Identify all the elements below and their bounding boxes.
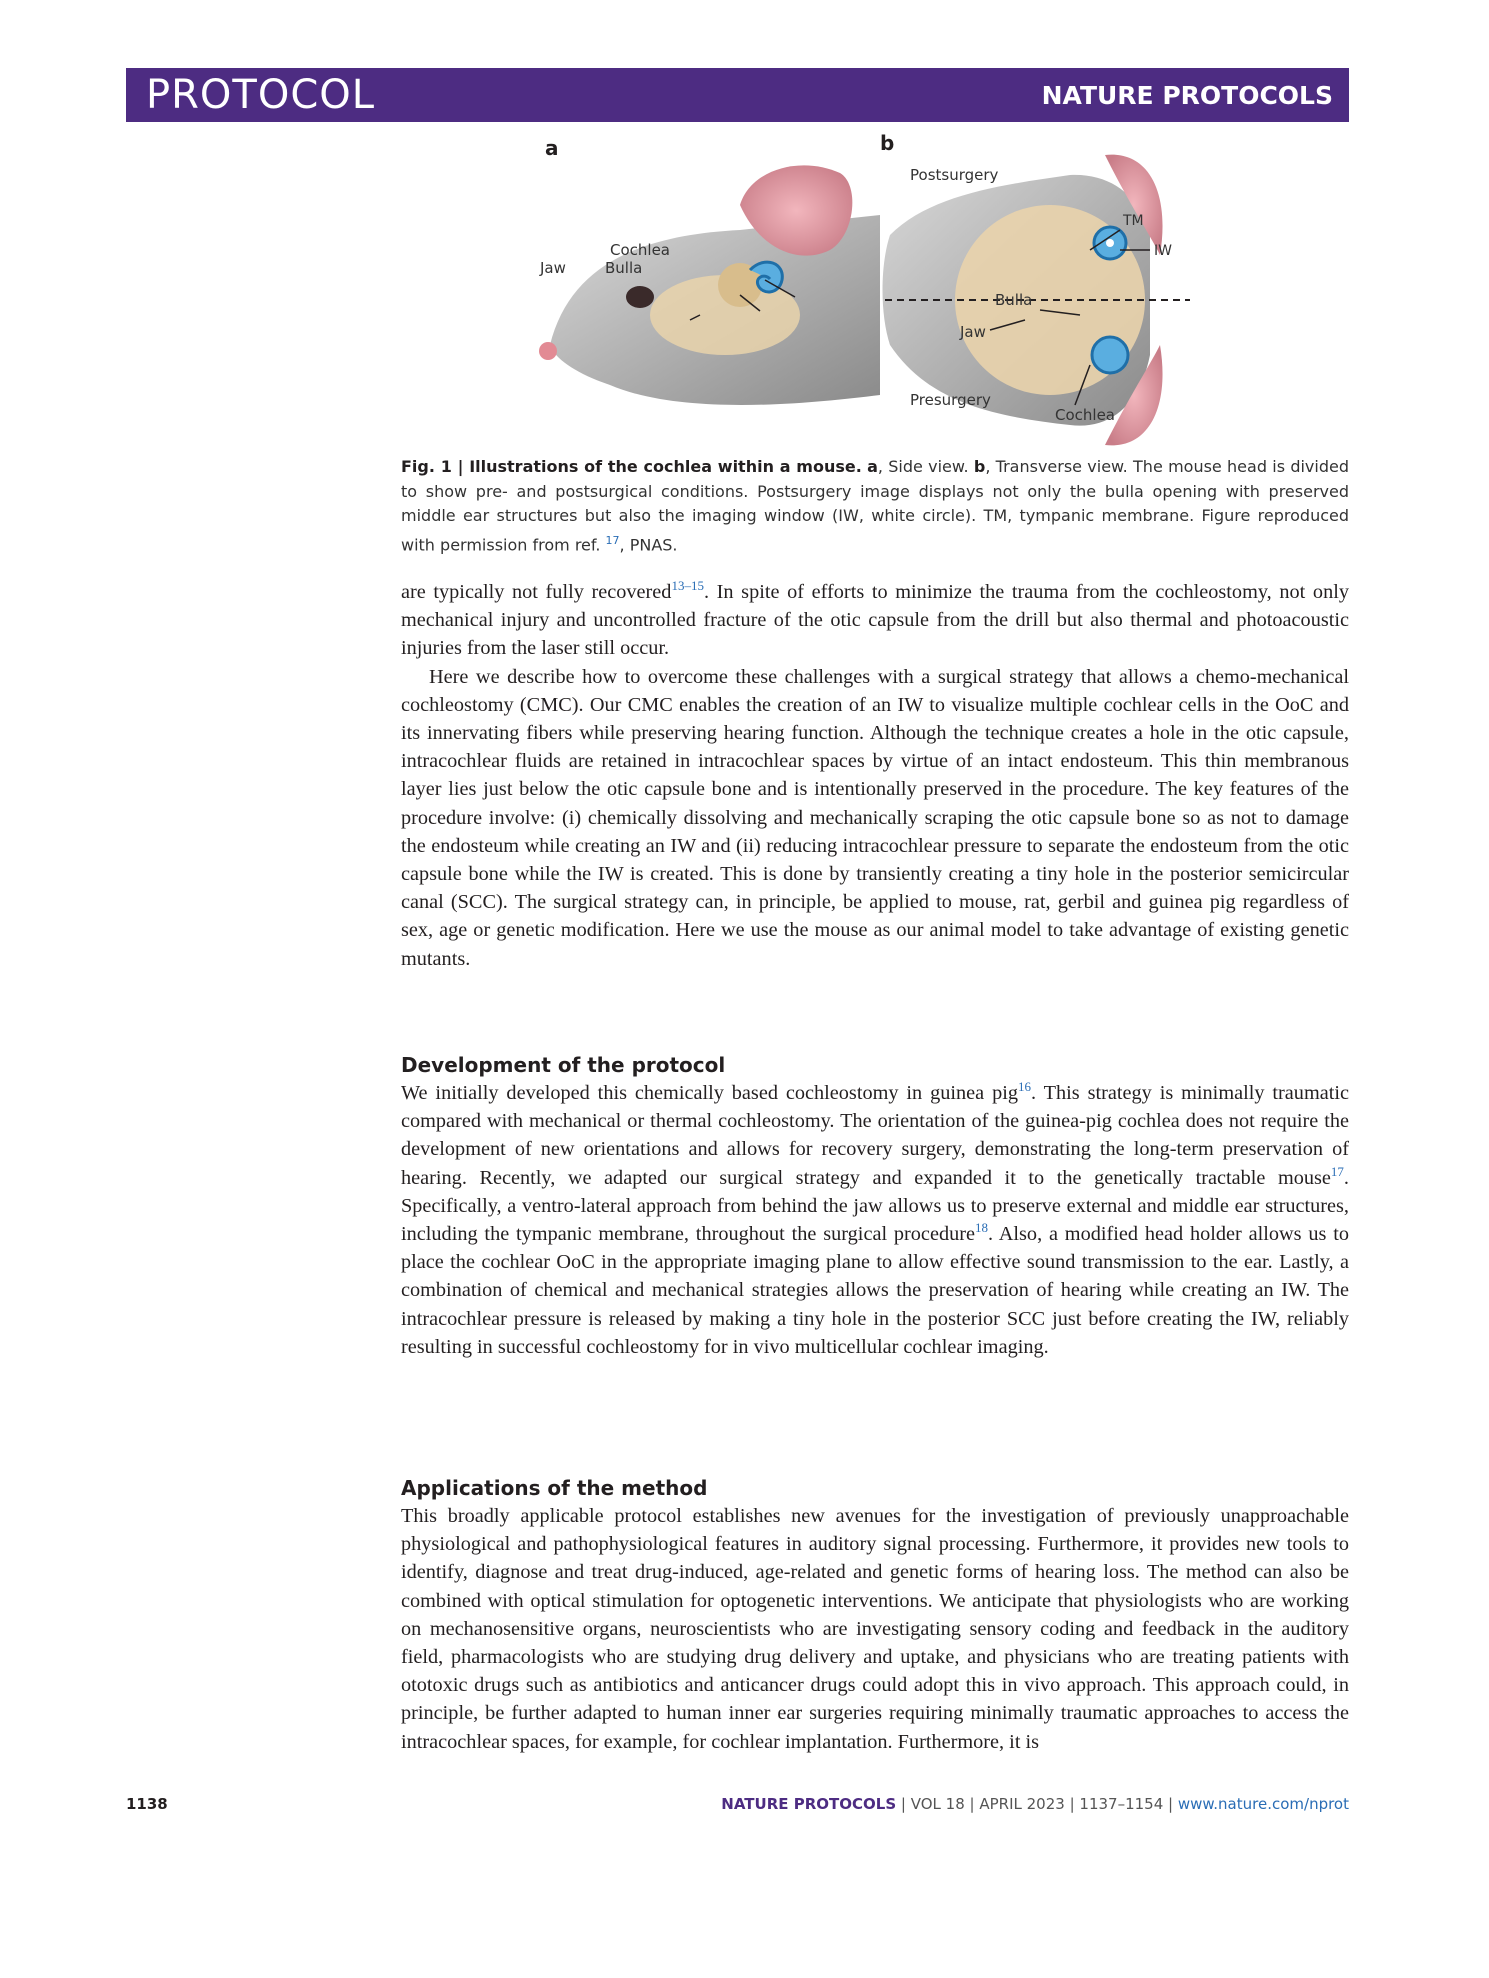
cochlea-top-lower [1092,337,1128,373]
mouse-illustration [540,131,1190,445]
header-bar [126,68,1349,122]
footer-date: APRIL 2023 [979,1795,1065,1813]
caption-a-text: , Side view. [877,457,969,476]
footer-journal: NATURE PROTOCOLS [721,1795,897,1813]
figure-caption [401,455,1349,557]
paragraph-2: Here we describe how to overcome these challenges with a surgical strategy that allows a chemo-mechanical cochleostomy (CMC). Our CMC enables the creation of an IW to visualize multiple cochlear cells in the OoC and its innervating fibers while preserving hearing function. Although the technique creates a hole in the otic capsule, intracochlear fluids are retained in intracochlear spaces by virtue of an intact endosteum. This thin membranous layer lies just below the otic capsule bone and is intentionally preserved in the procedure. The key features of the procedure involve: (i) chemically dissolving and mechanically scraping the otic capsule bone so as not to damage the endosteum while creating an IW and (ii) reducing intracochlear pressure to separate the endosteum from the otic capsule bone while the IW is created. This is done by transiently creating a tiny hole in the posterior semicircular canal (SCC). The surgical strategy can, in principle, be applied to mouse, rat, gerbil and guinea pig regardless of sex, age or genetic modification. Here we use the mouse as our animal model to take advantage of existing genetic mutants. [401,665,1349,970]
ref-link-16[interactable]: 16 [1018,1079,1031,1095]
main-text-block-1 [401,578,1349,973]
label-bulla-a: Bulla [605,259,643,277]
ref-link-18[interactable]: 18 [974,1220,988,1236]
paragraph-1: are typically not fully recovered$^{13-15}$. In spite of efforts to minimize the trauma from the cochleostomy, not only mechanical injury and uncontrolled fracture of the otic capsule from the drill but also thermal and photoacoustic injuries from the laser still occur. [401,578,1349,660]
section-label: PROTOCOL [146,72,376,118]
page-number: 1138 [126,1795,168,1813]
caption-ref-link[interactable]: 17 [605,533,620,547]
label-presurgery: Presurgery [910,391,991,409]
panel-a-letter: a [545,136,559,160]
label-cochlea-a: Cochlea [610,241,670,259]
label-postsurgery: Postsurgery [910,166,999,184]
footer-volume: VOL 18 [910,1795,965,1813]
caption-end: , PNAS. [619,534,678,554]
caption-b-text: , Transverse view. The mouse head is divided to show pre- and postsurgical conditions. Postsurgery image displays not only the bulla opening with preserved middle ear structures but also the imaging window (IW, white circle). TM, tympanic membrane. Figure reproduced with permission from ref. [401,457,1349,554]
label-tm: TM [1123,213,1144,229]
ref-link-13-15[interactable]: 13–15 [671,578,704,594]
caption-b-letter: b [973,457,986,476]
label-cochlea-b: Cochlea [1055,406,1115,424]
footer-url-link[interactable]: www.nature.com/nprot [1177,1795,1349,1813]
label-jaw-a: Jaw [540,259,566,277]
section-heading-development: Development of the protocol [401,1053,726,1077]
footer-citation: NATURE PROTOCOLS | VOL 18 | APRIL 2023 | 1137–1154 | www.nature.com/nprot [721,1795,1349,1813]
journal-name: NATURE PROTOCOLS [1041,81,1333,110]
label-bulla-b: Bulla [995,291,1033,309]
figure-1 [540,131,1190,445]
footer-pages: 1137–1154 [1079,1795,1164,1813]
panel-b-letter: b [880,131,895,155]
label-jaw-b: Jaw [960,323,986,341]
section-heading-applications: Applications of the method [401,1476,708,1500]
nose [539,342,557,360]
label-iw: IW [1154,243,1172,259]
imaging-window [1106,239,1114,247]
eye [626,286,654,308]
paragraph-applications: This broadly applicable protocol establishes new avenues for the investigation of previously unapproachable physiological and pathophysiological features in auditory signal processing. Furthermore, it provides new tools to identify, diagnose and treat drug-induced, age-related and genetic forms of hearing loss. The method can also be combined with optical stimulation for optogenetic interventions. We anticipate that physiologists who are working on mechanosensitive organs, neuroscientists who are investigating sensory coding and feedback in the auditory field, pharmacologists who are studying drug delivery and uptake, and physicians who are treating patients with ototoxic drugs such as antibiotics and anticancer drugs could adopt this in vivo approach. This approach could, in principle, be further adapted to human inner ear surgeries requiring minimally traumatic approaches to access the intracochlear spaces, for example, for cochlear implantation. Furthermore, it is [401,1505,1349,1753]
caption-label: Fig. 1 | Illustrations of the cochlea within a mouse. [401,457,862,476]
section-development [401,1051,1349,1361]
caption-a-letter: a [867,457,878,476]
ref-link-17[interactable]: 17 [1330,1163,1344,1179]
section-applications [401,1474,1349,1756]
paragraph-development: We initially developed this chemically based cochleostomy in guinea pig$^{16}$. This strategy is minimally traumatic compared with mechanical or thermal cochleostomy. The orientation of the guinea-pig cochlea does not require the development of new orientations and allows for recovery surgery, demonstrating the long-term preservation of hearing. Recently, we adapted our surgical strategy and expanded it to the genetically tractable mouse$^{17}$. Specifically, a ventro-lateral approach from behind the jaw allows us to preserve external and middle ear structures, including the tympanic membrane, throughout the surgical procedure$^{18}$. Also, a modified head holder allows us to place the cochlear OoC in the appropriate imaging plane to allow effective sound transmission to the ear. Lastly, a combination of chemical and mechanical strategies allows the preservation of hearing while creating an IW. The intracochlear pressure is released by making a tiny hole in the posterior SCC just before creating the IW, reliably resulting in successful cochleostomy for in vivo multicellular cochlear imaging. [401,1079,1349,1358]
